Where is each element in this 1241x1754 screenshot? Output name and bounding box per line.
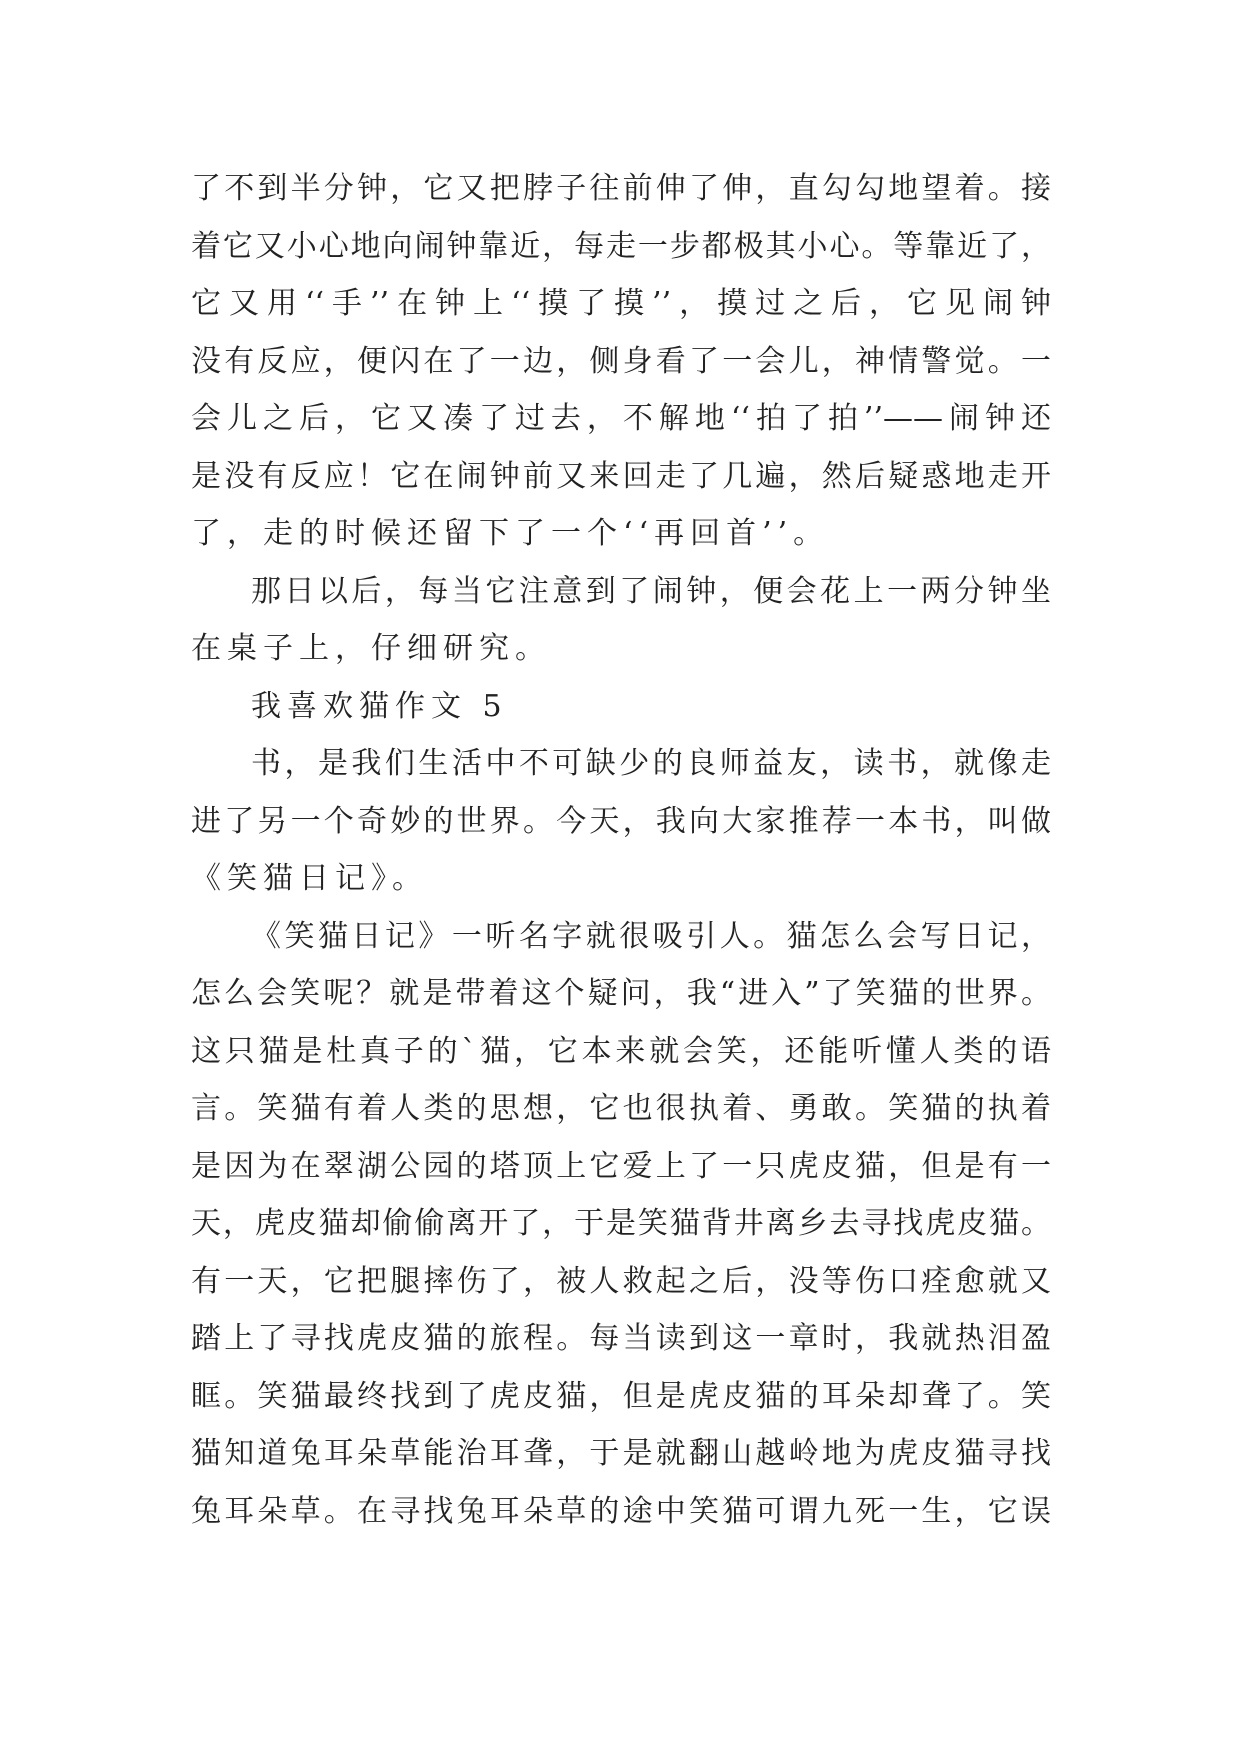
document-body [191, 160, 1051, 1540]
section-heading: 我喜欢猫作文 5 [251, 688, 508, 724]
text-line: 它又用‘‘手’’在钟上‘‘摸了摸’’，摸过之后，它见闹钟 [191, 286, 1051, 321]
text-line: 着它又小心地向闹钟靠近，每走一步都极其小心。等靠近了， [191, 228, 1051, 264]
text-line: 在桌子上，仔细研究。 [191, 631, 551, 666]
text-line: 这只猫是杜真子的`猫，它本来就会笑，还能听懂人类的语 [191, 1033, 1051, 1069]
text-line: 兔耳朵草。在寻找兔耳朵草的途中笑猫可谓九死一生，它误 [191, 1493, 1051, 1529]
text-line: 有一天，它把腿摔伤了，被人救起之后，没等伤口痊愈就又 [191, 1263, 1051, 1299]
text-line: 没有反应，便闪在了一边，侧身看了一会儿，神情警觉。一 [191, 343, 1051, 379]
text-line: 那日以后，每当它注意到了闹钟，便会花上一两分钟坐 [251, 573, 1051, 609]
text-line: 了，走的时候还留下了一个‘‘再回首’’。 [191, 516, 830, 551]
text-line: 《笑猫日记》。 [191, 861, 428, 896]
text-line: 怎么会笑呢？就是带着这个疑问，我“进入”了笑猫的世界。 [191, 976, 1051, 1011]
text-line: 进了另一个奇妙的世界。今天，我向大家推荐一本书，叫做 [191, 803, 1051, 839]
text-line: 是因为在翠湖公园的塔顶上它爱上了一只虎皮猫，但是有一 [191, 1148, 1051, 1184]
text-line: 会儿之后，它又凑了过去，不解地‘‘拍了拍’’——闹钟还 [191, 401, 1051, 436]
text-line: 书，是我们生活中不可缺少的良师益友，读书，就像走 [251, 746, 1051, 781]
text-line: 是没有反应！它在闹钟前又来回走了几遍，然后疑惑地走开 [191, 458, 1051, 494]
text-line: 言。笑猫有着人类的思想，它也很执着、勇敢。笑猫的执着 [191, 1091, 1051, 1126]
text-line: 天，虎皮猫却偷偷离开了，于是笑猫背井离乡去寻找虎皮猫。 [191, 1206, 1051, 1241]
text-line: 猫知道兔耳朵草能治耳聋，于是就翻山越岭地为虎皮猫寻找 [191, 1436, 1051, 1471]
text-line: 踏上了寻找虎皮猫的旅程。每当读到这一章时，我就热泪盈 [191, 1321, 1051, 1356]
text-line: 《笑猫日记》一听名字就很吸引人。猫怎么会写日记， [251, 918, 1051, 954]
text-line: 眶。笑猫最终找到了虎皮猫，但是虎皮猫的耳朵却聋了。笑 [191, 1378, 1051, 1414]
text-line: 了不到半分钟，它又把脖子往前伸了伸，直勾勾地望着。接 [191, 171, 1051, 206]
